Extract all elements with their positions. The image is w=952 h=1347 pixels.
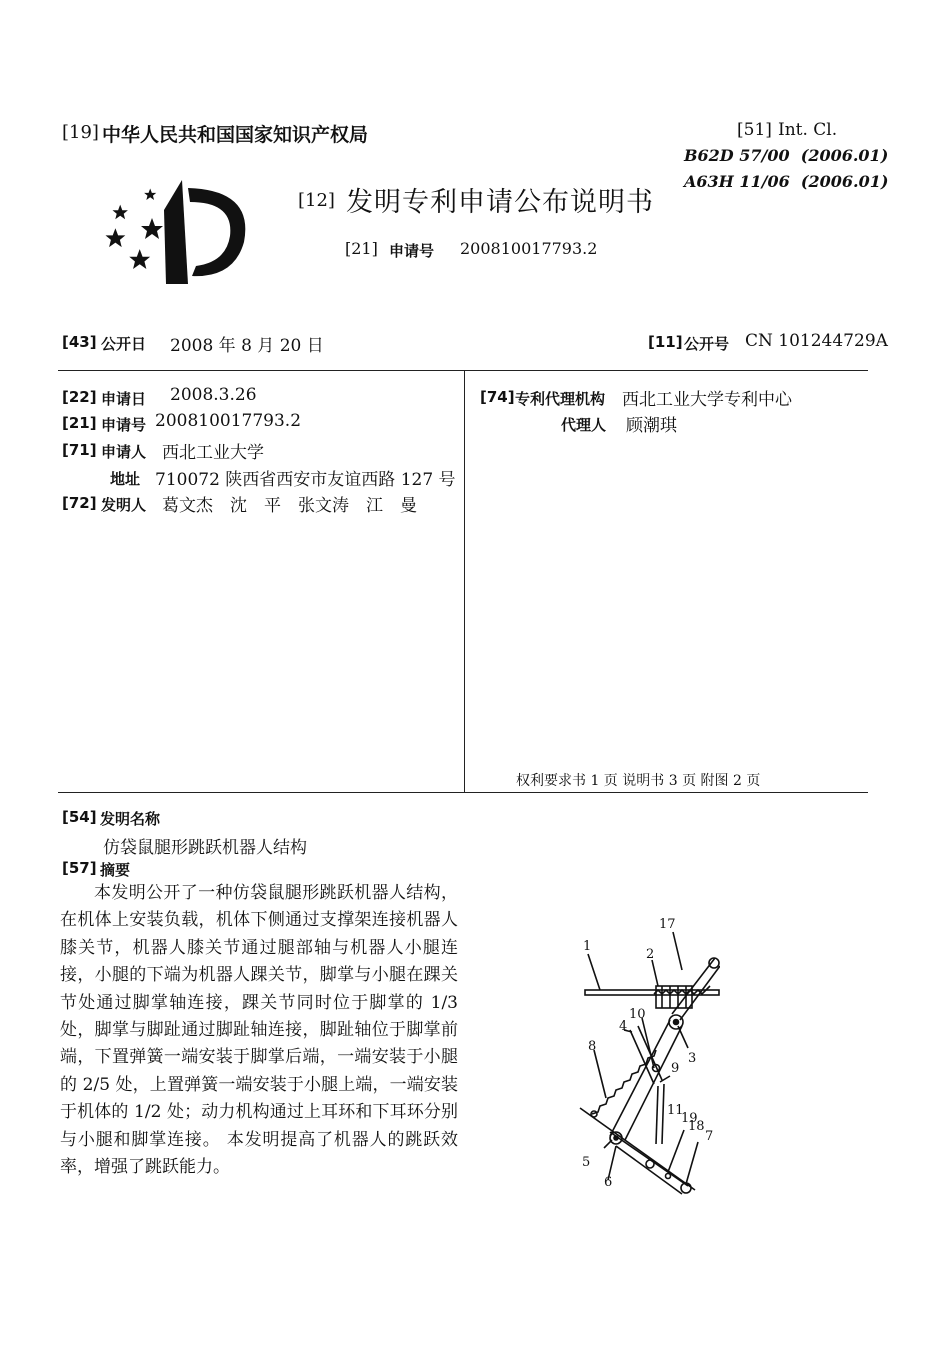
- figure-label-17: 17: [659, 917, 676, 932]
- abstract-text: 本发明公开了一种仿袋鼠腿形跳跃机器人结构，在机体上安装负载，机体下侧通过支撑架连接机器人膝关节，机器人膝关节通过腿部轴与机器人小腿连接，小腿的下端为机器人踝关节，脚掌与小腿在踝关节处通过脚掌轴连接，踝关节同时位于脚掌的 1/3 处，脚掌与脚趾通过脚趾轴连接，脚趾轴位于脚掌前端，下置弹簧一端安装于脚掌后端，一端安装于小腿的 2/5 处，上置弹簧一端安装于小腿上端，一端安装于机体的 1/2 处；动力机构通过上耳环和下耳环分别与小腿和脚掌连接。 本发明提高了机器人的跳跃效率，增强了跳跃能力。: [60, 883, 458, 1178]
- figure-label-2: 2: [646, 947, 655, 962]
- app-no-label: 申请号: [389, 242, 435, 260]
- pages-note: 权利要求书 1 页 说明书 3 页 附图 2 页: [516, 773, 761, 789]
- divider-top: [58, 370, 868, 371]
- figure-label-8: 8: [588, 1039, 597, 1054]
- office-code: [19]: [62, 122, 99, 143]
- figure-label-18: 18: [688, 1119, 705, 1134]
- figure-label-9: 9: [671, 1061, 680, 1076]
- filing-code: [22]: [62, 388, 97, 406]
- figure-label-6: 6: [604, 1175, 613, 1190]
- doc-type-title: 发明专利申请公布说明书: [346, 187, 654, 218]
- int-cl-1: B62D 57/00 (2006.01): [684, 146, 889, 165]
- figure-label-4: 4: [619, 1019, 628, 1034]
- figure-label-1: 1: [583, 939, 592, 954]
- address-label: 地址: [110, 470, 141, 488]
- figure-label-11: 11: [667, 1103, 684, 1118]
- inventor-code: [72]: [62, 494, 97, 512]
- abstract-code: [57]: [62, 859, 97, 877]
- title-label: 发明名称: [100, 810, 161, 828]
- pub-no-value: CN 101244729A: [745, 331, 888, 351]
- agent-value: 顾潮琪: [626, 416, 677, 436]
- pub-date-code: [43]: [62, 333, 97, 351]
- figure-label-10: 10: [629, 1007, 646, 1022]
- agency-code: [74]: [480, 388, 515, 406]
- applicant-code: [71]: [62, 441, 97, 459]
- doc-type-code: [12]: [298, 190, 335, 211]
- robot-leg-figure: [570, 908, 720, 1198]
- pub-no-code: [11]: [648, 333, 683, 351]
- divider-bottom: [58, 792, 868, 793]
- appno-code: [21]: [62, 414, 97, 432]
- agency-value: 西北工业大学专利中心: [622, 390, 792, 410]
- divider-vertical: [464, 370, 465, 792]
- figure-label-7: 7: [705, 1129, 714, 1144]
- applicant-label: 申请人: [101, 443, 147, 461]
- office-name: 中华人民共和国国家知识产权局: [102, 124, 369, 146]
- filing-label: 申请日: [101, 390, 147, 408]
- int-cl-label: Int. Cl.: [778, 120, 838, 140]
- title-code: [54]: [62, 808, 97, 826]
- app-no-code: [21]: [345, 239, 378, 258]
- inventor-label: 发明人: [101, 496, 147, 514]
- int-cl-code: [51]: [737, 120, 772, 140]
- agency-label: 专利代理机构: [515, 390, 606, 408]
- invention-title: 仿袋鼠腿形跳跃机器人结构: [103, 838, 307, 858]
- applicant-value: 西北工业大学: [162, 443, 264, 463]
- abstract-label: 摘要: [100, 861, 131, 879]
- pub-date-value: 2008 年 8 月 20 日: [170, 336, 324, 356]
- int-cl-2: A63H 11/06 (2006.01): [684, 172, 889, 191]
- appno-label: 申请号: [101, 416, 147, 434]
- pub-no-label: 公开号: [684, 335, 730, 353]
- address-value: 710072 陕西省西安市友谊西路 127 号: [155, 470, 456, 490]
- app-no-value: 200810017793.2: [460, 239, 598, 258]
- agent-label: 代理人: [561, 416, 607, 434]
- cnipa-logo-icon: [104, 172, 254, 290]
- filing-value: 2008.3.26: [170, 385, 257, 405]
- figure-label-3: 3: [688, 1051, 697, 1066]
- appno-value: 200810017793.2: [155, 411, 302, 431]
- pub-date-label: 公开日: [101, 335, 147, 353]
- figure-label-19: 19: [681, 1111, 698, 1126]
- inventor-value: 葛文杰 沈 平 张文涛 江 曼: [162, 496, 417, 516]
- figure-label-5: 5: [582, 1155, 591, 1170]
